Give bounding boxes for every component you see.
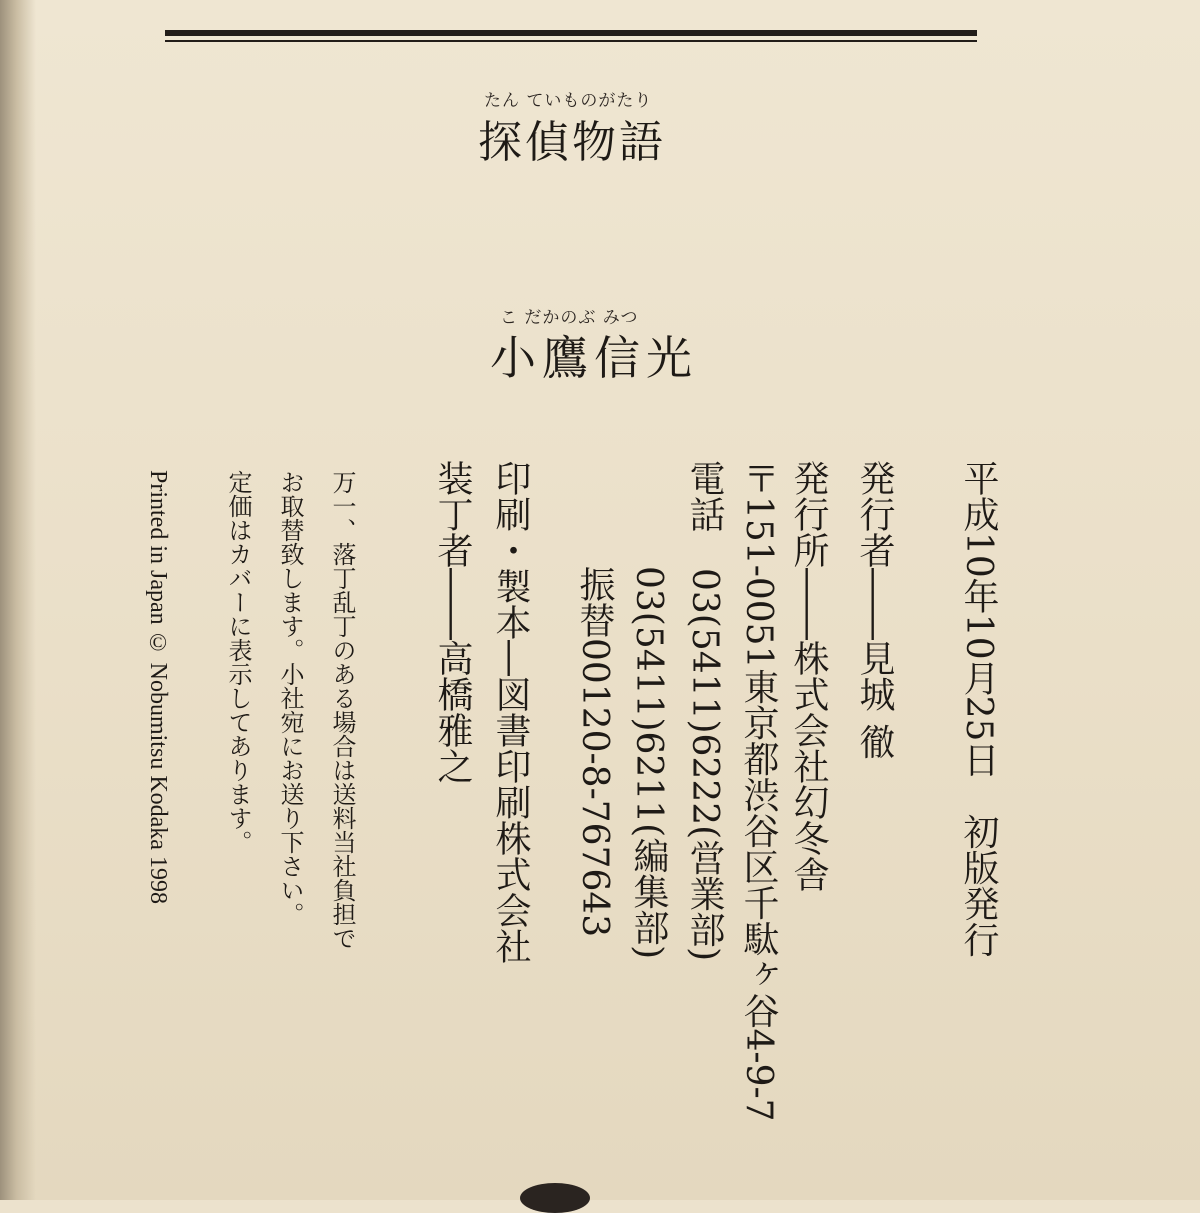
cover-designer: 装丁者――高橋雅之 (432, 460, 473, 784)
author-name: 小鷹信光 (490, 331, 698, 385)
notice-misprint: 万一、落丁乱丁のある場合は送料当社負担で (328, 470, 356, 950)
author-ruby: こ だかのぶ みつ (500, 308, 639, 328)
copyright-line: Printed in Japan © Nobumitsu Kodaka 1998 (145, 470, 171, 904)
book-spine-shadow (0, 0, 36, 1200)
title-ruby: たん ていものがたり (484, 91, 653, 111)
book-title: 探偵物語 (478, 117, 666, 168)
top-rule-thin (165, 40, 977, 42)
notice-return: お取替致します。小社宛にお送り下さい。 (276, 470, 304, 926)
publishing-company: 発行所――株式会社幻冬舎 (788, 460, 829, 892)
publication-date: 平成10年10月25日 初版発行 (958, 460, 999, 958)
printing-binding: 印刷・製本―図書印刷株式会社 (490, 460, 531, 964)
postal-address: 〒151-0051東京都渋谷区千駄ヶ谷4-9-7 (738, 460, 779, 1122)
page-bottom-mark (520, 1183, 590, 1213)
phone-sales: 電話 03(5411)6222(営業部) (684, 460, 725, 962)
publisher-line: 発行者――見城 徹 (854, 460, 895, 760)
notice-price: 定価はカバーに表示してあります。 (224, 470, 252, 854)
postal-transfer: 振替00120-8-767643 (574, 566, 615, 938)
top-rule (165, 30, 977, 36)
phone-editorial: 03(5411)6211(編集部) (628, 566, 669, 960)
